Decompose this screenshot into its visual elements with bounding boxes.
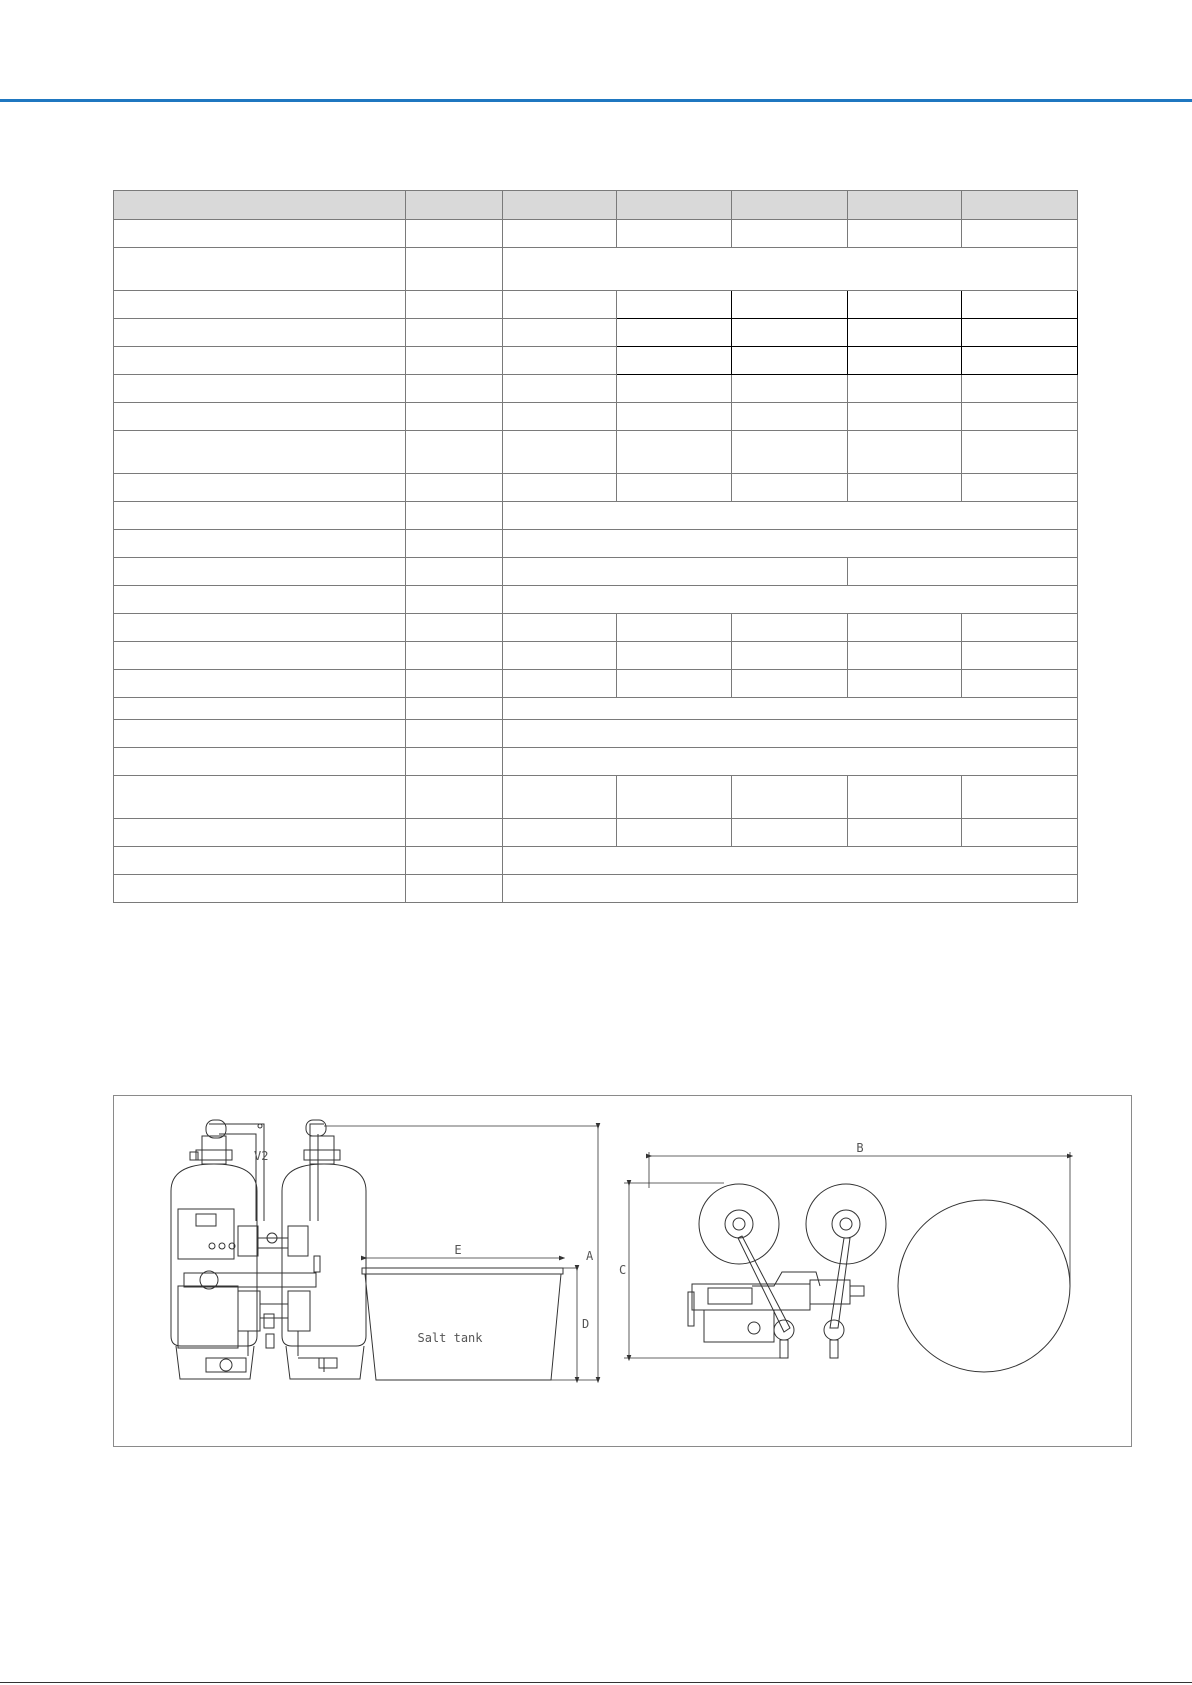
header-rule	[0, 99, 1192, 102]
table-row	[114, 670, 1078, 698]
table-row	[114, 875, 1078, 903]
top-view-drawing	[688, 1184, 1070, 1372]
salt-tank-plan	[898, 1200, 1070, 1372]
table-row	[114, 614, 1078, 642]
footer-rule	[0, 1682, 1192, 1683]
salt-tank-label: Salt tank	[417, 1331, 483, 1345]
header-cell	[732, 191, 848, 220]
left-vessel	[171, 1136, 257, 1379]
table-row	[114, 220, 1078, 248]
table-row	[114, 248, 1078, 291]
header-cell	[617, 191, 732, 220]
table-row	[114, 748, 1078, 776]
table-header-row	[114, 191, 1078, 220]
right-vessel	[282, 1136, 366, 1379]
valve-label: V2	[254, 1149, 269, 1163]
valve-manifold	[184, 1226, 337, 1372]
technical-drawing	[113, 1095, 1132, 1447]
specification-table	[113, 190, 1078, 903]
table-row	[114, 720, 1078, 748]
front-view-drawing	[171, 1120, 366, 1379]
table-row	[114, 642, 1078, 670]
table-row	[114, 291, 1078, 319]
table-row	[114, 530, 1078, 558]
header-cell	[503, 191, 617, 220]
dim-e-label: E	[454, 1243, 462, 1257]
dim-b-label: B	[856, 1141, 864, 1155]
header-cell	[848, 191, 962, 220]
header-cell	[406, 191, 503, 220]
table-row	[114, 347, 1078, 375]
dim-a-label: A	[586, 1249, 594, 1263]
table-row	[114, 776, 1078, 819]
control-panel	[178, 1209, 238, 1348]
table-row	[114, 431, 1078, 474]
top-piping	[206, 1120, 326, 1221]
table-row	[114, 558, 1078, 586]
table-row	[114, 375, 1078, 403]
table-row	[114, 698, 1078, 720]
table-row	[114, 819, 1078, 847]
table-row	[114, 586, 1078, 614]
dim-d-label: D	[582, 1317, 590, 1331]
drawing-canvas	[114, 1096, 1133, 1448]
salt-tank	[362, 1268, 563, 1380]
header-cell	[114, 191, 406, 220]
dim-c-label: C	[619, 1263, 627, 1277]
table-row	[114, 319, 1078, 347]
top-dimensions	[619, 1141, 1070, 1358]
header-cell	[962, 191, 1078, 220]
table-row	[114, 403, 1078, 431]
table-row	[114, 502, 1078, 530]
table-row	[114, 847, 1078, 875]
table-row	[114, 474, 1078, 502]
